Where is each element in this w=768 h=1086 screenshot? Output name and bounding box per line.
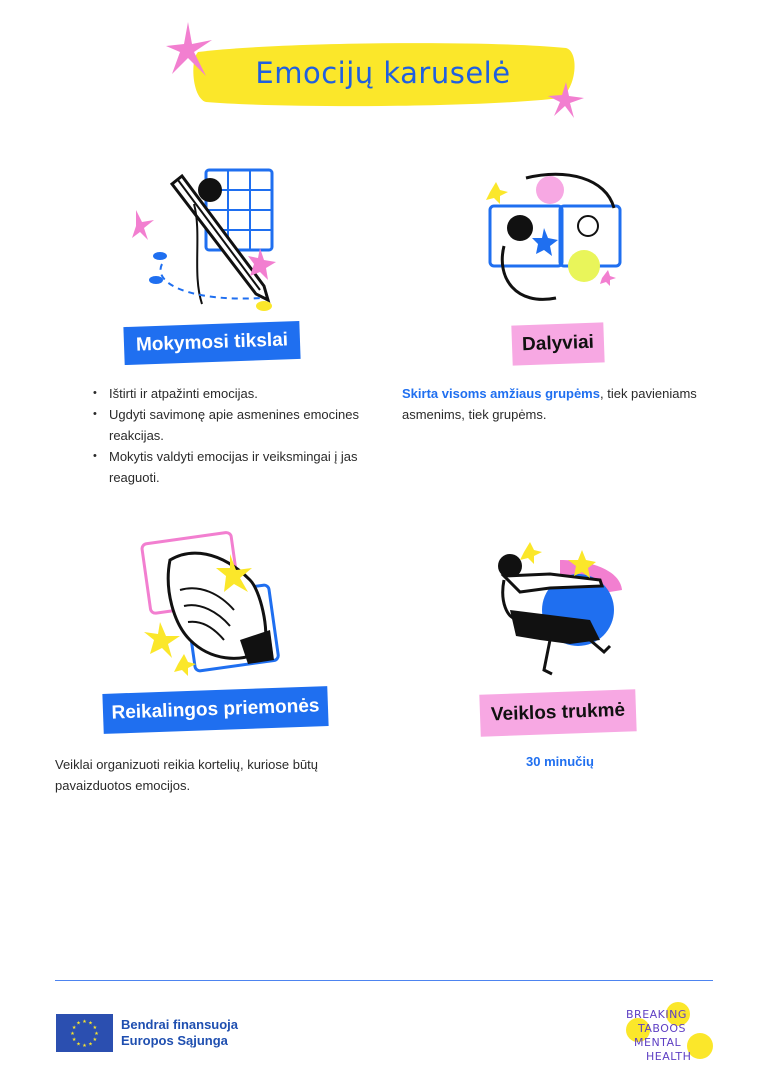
star-icon — [548, 82, 584, 118]
goals-heading — [123, 321, 300, 365]
materials-heading-text: Reikalingos priemonės — [111, 695, 320, 724]
participants-text — [402, 383, 702, 425]
svg-text:★: ★ — [88, 1020, 93, 1027]
duration-value: 30 minučių — [526, 754, 594, 769]
pencil-illustration — [132, 164, 282, 312]
materials-heading — [102, 686, 328, 734]
svg-text:★: ★ — [71, 1037, 77, 1043]
svg-text:★: ★ — [92, 1025, 98, 1031]
participants-heading — [511, 322, 604, 365]
running-person-illustration — [490, 540, 630, 682]
participants-highlight: Skirta visoms amžiaus grupėms — [402, 386, 600, 401]
goals-list — [90, 383, 375, 488]
title-banner — [188, 38, 578, 110]
funding-line-2: Europos Sąjunga — [121, 1033, 228, 1048]
svg-text:★: ★ — [92, 1037, 98, 1043]
logo-line: BREAKING — [626, 1008, 687, 1021]
duration-heading — [479, 689, 636, 736]
list-item: • Ištirti ir atpažinti emocijas. — [90, 383, 375, 404]
participants-rest: , tiek pavieniams asmenims, tiek grupėms. — [402, 386, 697, 422]
funding-line-1: Bendrai finansuoja — [121, 1017, 239, 1032]
svg-text:★: ★ — [82, 1043, 87, 1049]
participants-heading-text: Dalyviai — [521, 331, 595, 356]
star-icon — [166, 20, 214, 84]
svg-text:★: ★ — [94, 1031, 99, 1037]
goals-heading-text: Mokymosi tikslai — [135, 329, 289, 356]
eu-flag-icon — [56, 1014, 113, 1052]
svg-text:★: ★ — [82, 1019, 87, 1025]
svg-text:★: ★ — [88, 1041, 93, 1048]
participants-illustration — [486, 168, 626, 314]
svg-text:★: ★ — [76, 1020, 81, 1027]
breaking-taboos-logo — [620, 1002, 716, 1068]
svg-text:★: ★ — [76, 1041, 81, 1048]
logo-line: HEALTH — [646, 1050, 692, 1063]
funding-text — [121, 1017, 238, 1049]
list-item: • Ugdyti savimonę apie asmenines emocines reakcijas. — [90, 404, 375, 446]
svg-text:★: ★ — [71, 1025, 77, 1031]
handshake-illustration — [140, 530, 280, 676]
logo-line: TABOOS — [638, 1022, 687, 1035]
svg-text:★: ★ — [70, 1031, 75, 1037]
logo-line: MENTAL — [634, 1036, 682, 1049]
list-item: • Mokytis valdyti emocijas ir veiksmingai į jas reaguoti. — [90, 446, 375, 488]
footer-divider — [55, 980, 713, 981]
duration-heading-text: Veiklos trukmė — [490, 699, 626, 726]
materials-text: Veiklai organizuoti reikia kortelių, kuriose būtų pavaizduotos emocijos. — [55, 757, 319, 793]
page-title: Emocijų karuselė — [255, 56, 511, 90]
